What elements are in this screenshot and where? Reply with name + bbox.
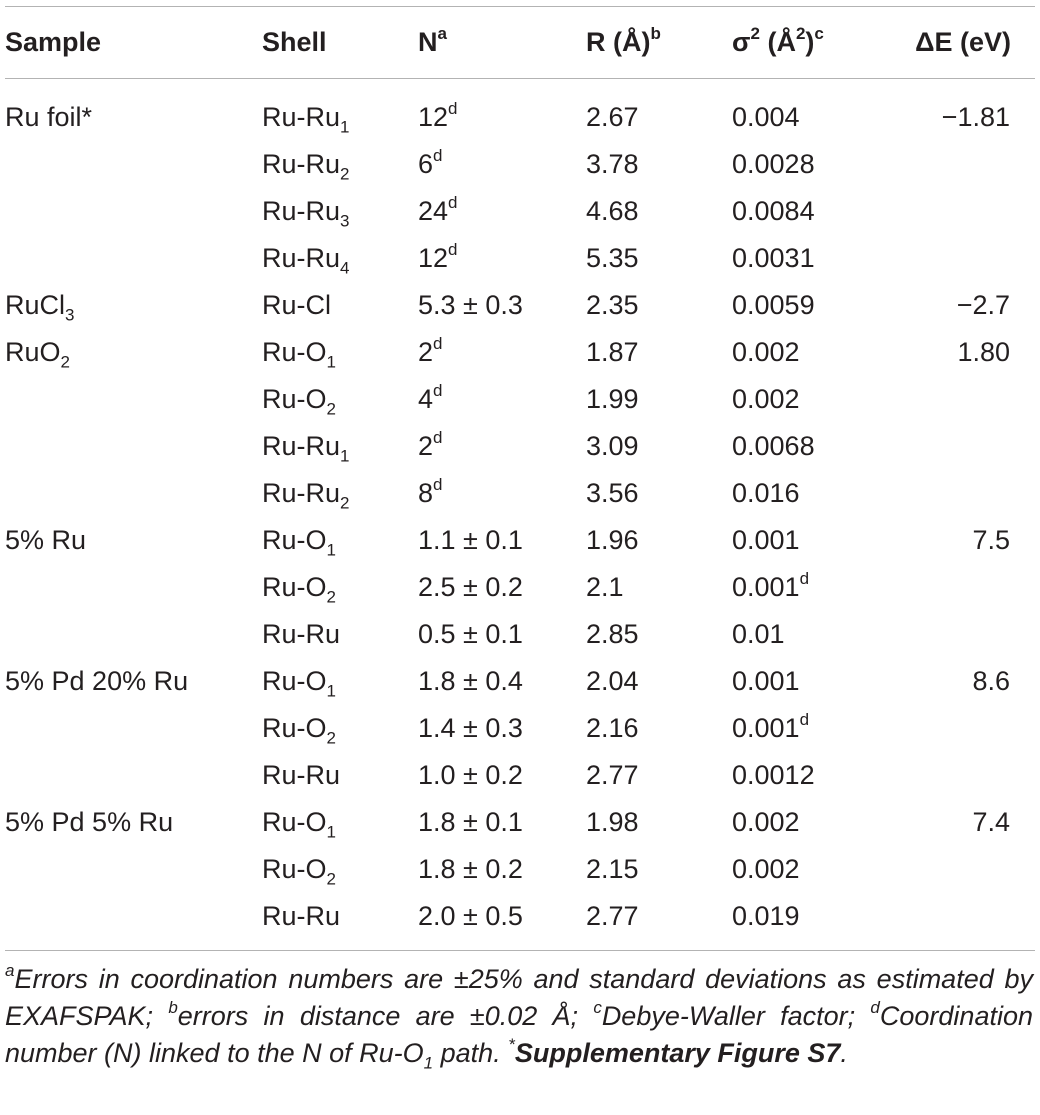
cell-sample [5,893,262,940]
cell-sigma: 0.001$^d$ [732,710,810,743]
cell-shell: $Ru-Ru_2$ [262,149,350,184]
cell-r: 2.04 [586,666,639,696]
header-row [5,6,1035,78]
table-row [5,78,1035,141]
cell-shell: $Ru-O_1$ [262,807,336,842]
cell-n: 2.5 ± 0.2 [418,572,523,602]
table-row [5,235,1035,282]
cell-r: 1.98 [586,807,639,837]
cell-shell: Ru-Ru [262,760,341,790]
cell-r: 1.99 [586,384,639,414]
cell-delta-e: 1.80 [957,337,1010,367]
cell-sample [5,564,262,611]
cell-sigma: 0.001$^d$ [732,569,810,602]
cell-r: 3.78 [586,149,639,179]
cell-delta-e [894,611,1035,658]
cell-r: 1.96 [586,525,639,555]
cell-sigma: 0.002 [732,337,800,367]
cell-n: 2$^d$ [418,334,443,367]
cell-shell: Ru-Cl [262,290,332,320]
cell-sigma: 0.0084 [732,196,815,226]
cell-sigma: 0.004 [732,102,800,132]
table-row [5,846,1035,893]
cell-sample [5,141,262,188]
cell-sigma: 0.002 [732,384,800,414]
cell-r: 2.35 [586,290,639,320]
cell-sigma: 0.016 [732,478,800,508]
header-sigma: $\sigma^2$ $(Å^2)^c$ [732,24,824,57]
cell-sigma: 0.0068 [732,431,815,461]
cell-shell: $Ru-Ru_2$ [262,478,350,513]
cell-n: 8$^d$ [418,475,443,508]
cell-n: 2$^d$ [418,428,443,461]
cell-sigma: 0.001 [732,525,800,555]
cell-r: 5.35 [586,243,639,273]
cell-shell: $Ru-Ru_3$ [262,196,350,231]
cell-n: 12$^d$ [418,240,458,273]
table-row [5,282,1035,329]
cell-n: 1.0 ± 0.2 [418,760,523,790]
table-row [5,799,1035,846]
header-delta-e: ΔE (eV) [915,27,1011,57]
cell-shell: $Ru-O_2$ [262,572,336,607]
cell-delta-e: 7.5 [972,525,1010,555]
cell-n: 1.4 ± 0.3 [418,713,523,743]
cell-sample [5,705,262,752]
cell-delta-e [894,235,1035,282]
cell-sample: 5% Pd 5% Ru [5,807,174,837]
table-row [5,564,1035,611]
cell-n: 1.8 ± 0.2 [418,854,523,884]
cell-shell: $Ru-O_2$ [262,384,336,419]
cell-delta-e: 7.4 [972,807,1010,837]
cell-sample [5,235,262,282]
cell-delta-e [894,141,1035,188]
cell-delta-e [894,470,1035,517]
cell-sigma: 0.0012 [732,760,815,790]
table-footnote: $^a$Errors in coordination numbers are ±25% and standard deviations as estimated by EXAFSPAK; $^b$errors in distance are ±0.02 Å; $^c$Debye-Waller factor; $^d$Coordination number (N) linked to the N of $Ru-O_1$ path. *Supplementary Figure S7. [5,961,1033,1073]
cell-n: 1.8 ± 0.1 [418,807,523,837]
cell-delta-e: 8.6 [972,666,1010,696]
cell-sigma: 0.0059 [732,290,815,320]
header-n: $N^a$ [418,24,447,57]
cell-sample: 5% Ru [5,525,87,555]
cell-delta-e [894,188,1035,235]
table-row [5,752,1035,799]
table-row [5,470,1035,517]
cell-r: 1.87 [586,337,639,367]
cell-sigma: 0.019 [732,901,800,931]
header-sample: Sample [5,27,102,57]
cell-sample: 5% Pd 20% Ru [5,666,189,696]
cell-sigma: 0.001 [732,666,800,696]
cell-shell: $Ru-O_1$ [262,525,336,560]
cell-r: 4.68 [586,196,639,226]
cell-r: 3.56 [586,478,639,508]
cell-r: 2.1 [586,572,624,602]
cell-sigma: 0.0028 [732,149,815,179]
cell-shell: Ru-Ru [262,619,341,649]
cell-n: 5.3 ± 0.3 [418,290,523,320]
cell-r: 2.16 [586,713,639,743]
cell-n: 12$^d$ [418,99,458,132]
cell-n: 4$^d$ [418,381,443,414]
table-row [5,658,1035,705]
cell-n: 1.1 ± 0.1 [418,525,523,555]
cell-delta-e [894,752,1035,799]
cell-r: 3.09 [586,431,639,461]
table-row [5,329,1035,376]
cell-sample [5,752,262,799]
cell-delta-e [894,376,1035,423]
bottom-rule [5,950,1035,951]
cell-shell: $Ru-Ru_4$ [262,243,350,278]
cell-r: 2.77 [586,760,639,790]
header-r: R (Å)$^b$ [586,24,661,57]
cell-shell: Ru-Ru [262,901,341,931]
cell-sample [5,423,262,470]
cell-shell: $Ru-O_1$ [262,337,336,372]
table-row [5,188,1035,235]
cell-sigma: 0.0031 [732,243,815,273]
table-row [5,517,1035,564]
cell-sample: RuO$_2$ [5,337,70,372]
cell-sample [5,188,262,235]
cell-delta-e [894,893,1035,940]
cell-shell: $Ru-Ru_1$ [262,102,350,137]
cell-delta-e: −1.81 [941,102,1010,132]
cell-r: 2.85 [586,619,639,649]
cell-sigma: 0.002 [732,807,800,837]
table-row [5,611,1035,658]
cell-sample: Ru foil* [5,102,93,132]
cell-shell: $Ru-O_1$ [262,666,336,701]
cell-sample: RuCl$_3$ [5,290,75,325]
cell-sigma: 0.01 [732,619,785,649]
header-shell: Shell [262,27,327,57]
cell-n: 6$^d$ [418,146,443,179]
cell-n: 0.5 ± 0.1 [418,619,523,649]
cell-sigma: 0.002 [732,854,800,884]
cell-shell: $Ru-O_2$ [262,854,336,889]
cell-sample [5,846,262,893]
table-row [5,376,1035,423]
cell-r: 2.67 [586,102,639,132]
table-row [5,423,1035,470]
cell-n: 24$^d$ [418,193,458,226]
cell-sample [5,611,262,658]
cell-delta-e [894,423,1035,470]
cell-n: 1.8 ± 0.4 [418,666,523,696]
cell-delta-e [894,846,1035,893]
table-row [5,893,1035,940]
cell-sample [5,376,262,423]
cell-n: 2.0 ± 0.5 [418,901,523,931]
cell-shell: $Ru-Ru_1$ [262,431,350,466]
cell-r: 2.77 [586,901,639,931]
exafs-table [5,6,1035,940]
cell-delta-e [894,705,1035,752]
cell-r: 2.15 [586,854,639,884]
cell-delta-e: −2.7 [956,290,1010,320]
table-row [5,141,1035,188]
cell-delta-e [894,564,1035,611]
cell-sample [5,470,262,517]
cell-shell: $Ru-O_2$ [262,713,336,748]
table-row [5,705,1035,752]
